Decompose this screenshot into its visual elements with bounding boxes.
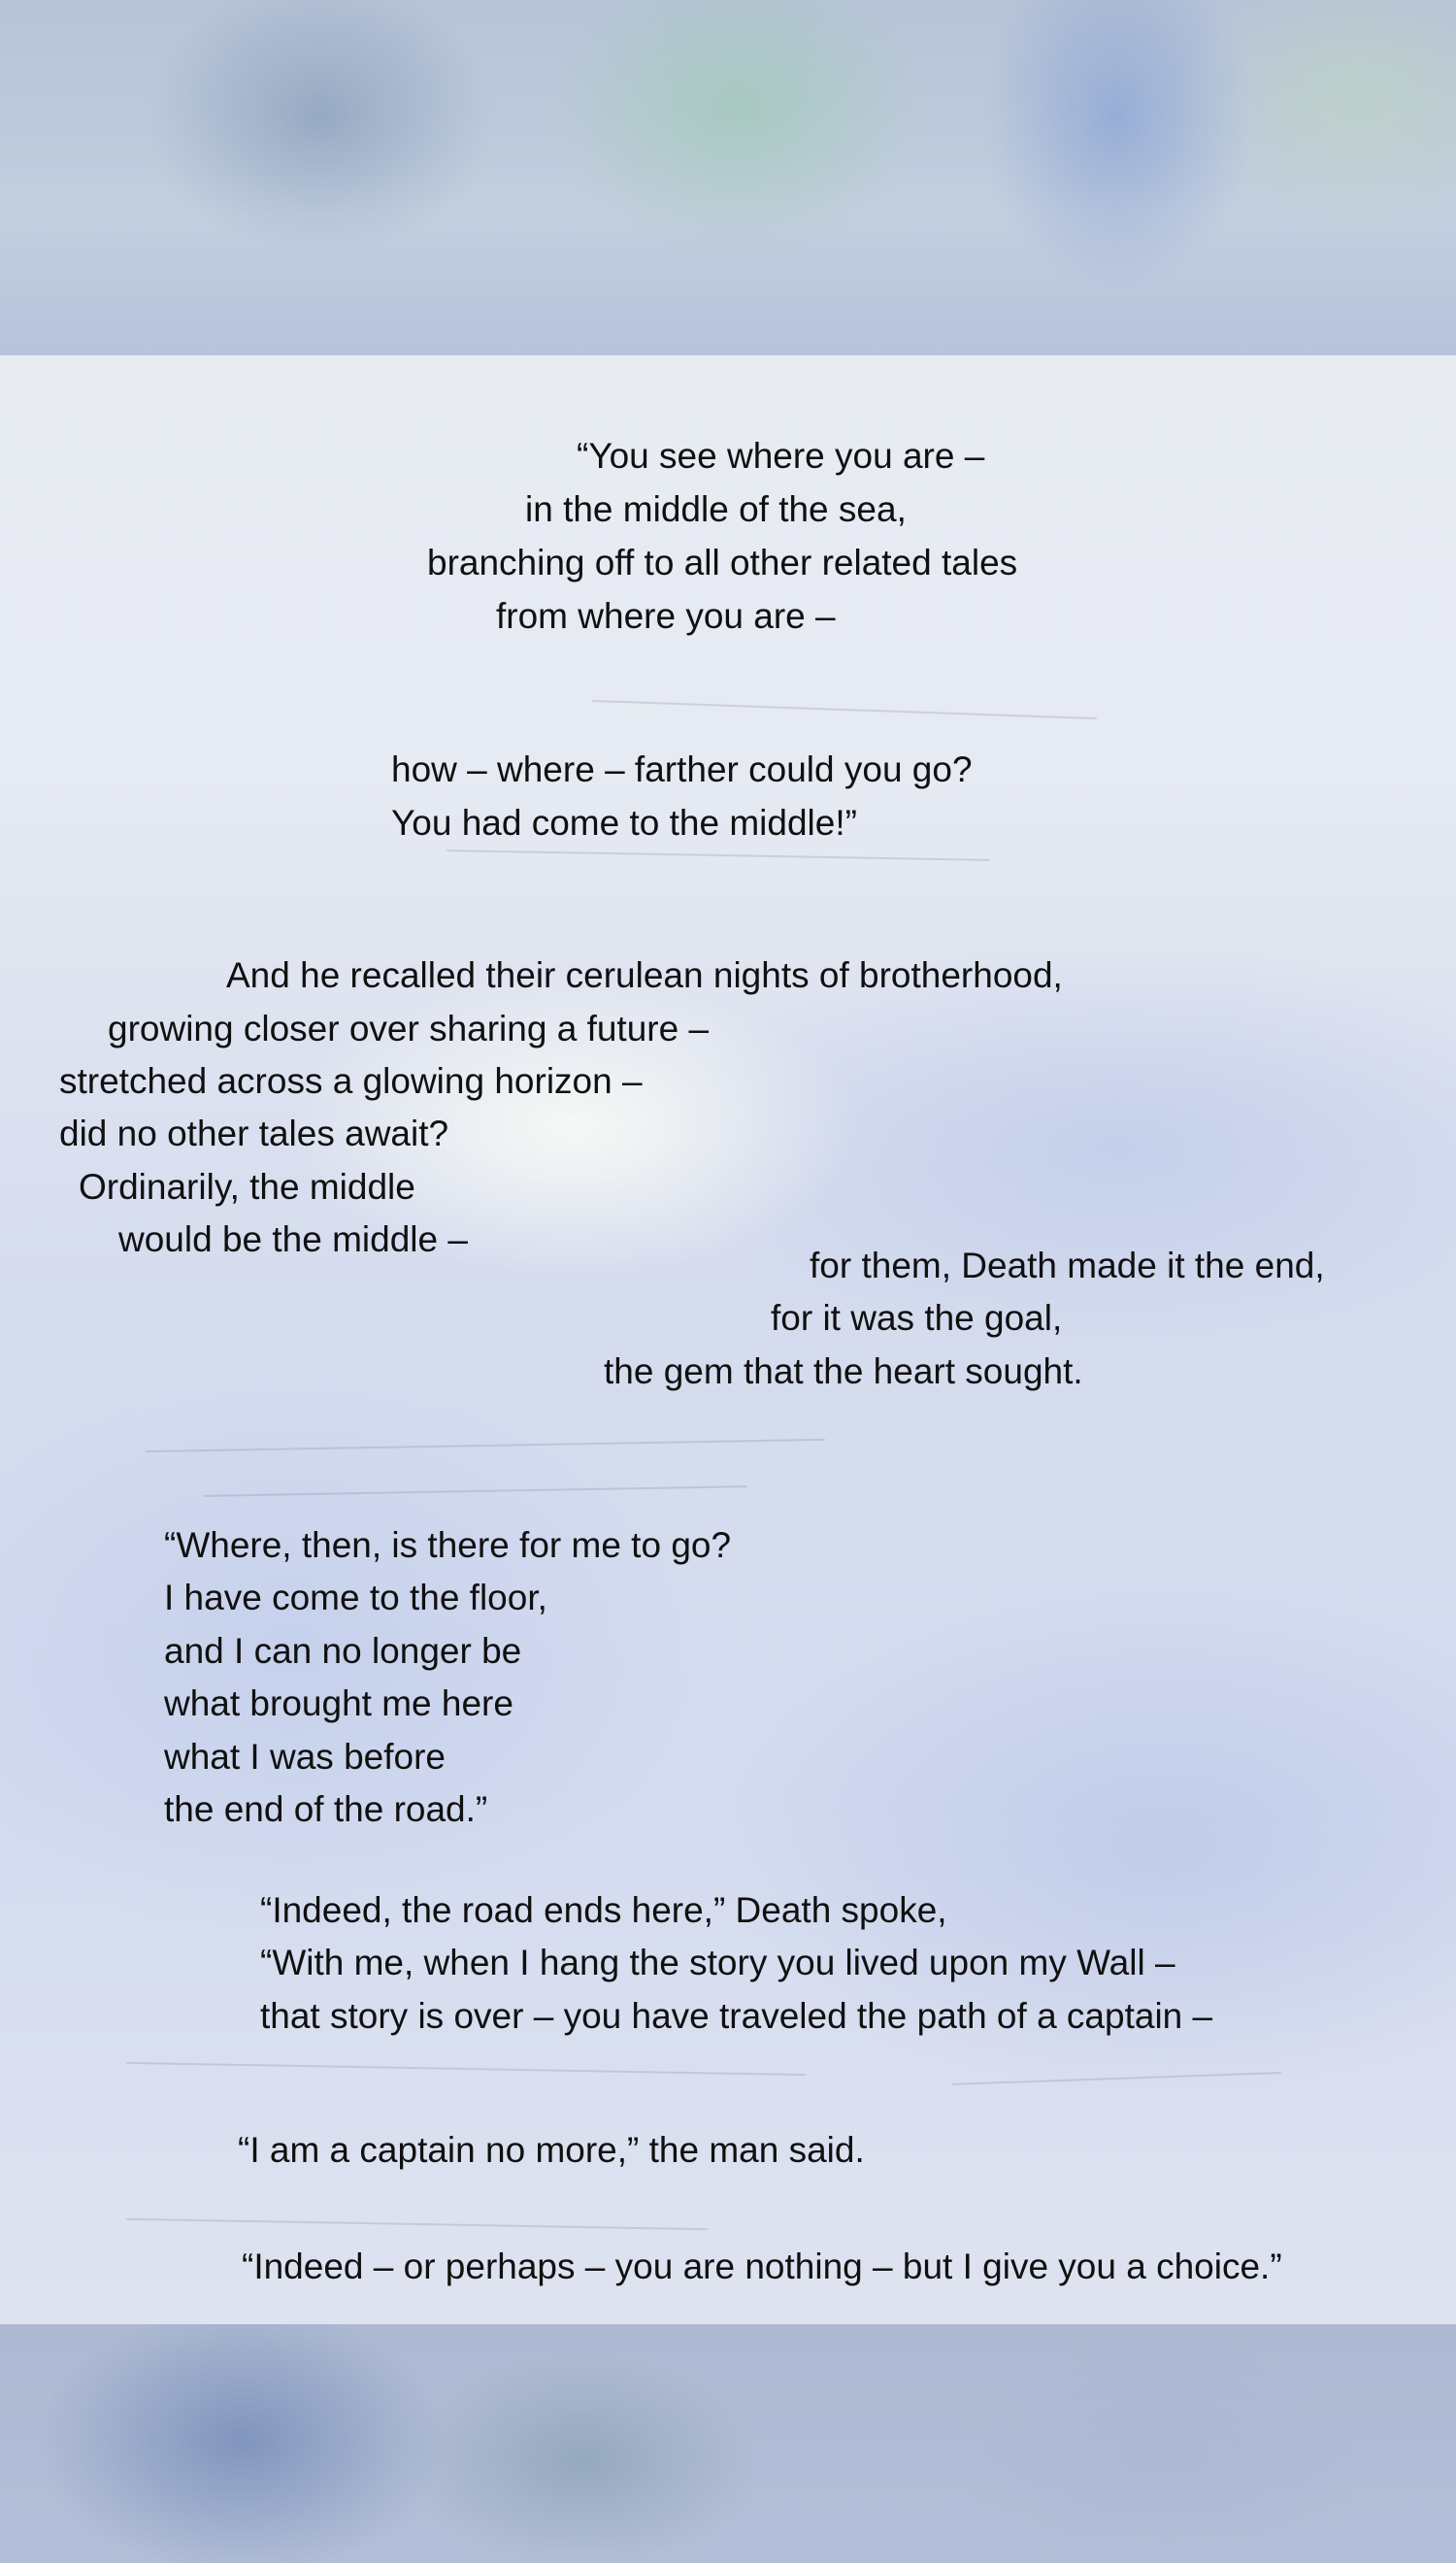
poem-line: Ordinarily, the middle bbox=[79, 1167, 415, 1207]
poem-line: the gem that the heart sought. bbox=[604, 1351, 1083, 1391]
poem-line: growing closer over sharing a future – bbox=[108, 1009, 710, 1048]
poem-line: branching off to all other related tales bbox=[427, 543, 1018, 582]
pencil-sketch-stroke bbox=[126, 2218, 709, 2230]
poem-line: “With me, when I hang the story you lived upon my Wall – bbox=[260, 1943, 1175, 1982]
poem-line: and I can no longer be bbox=[164, 1631, 522, 1671]
poem-line: for it was the goal, bbox=[771, 1298, 1063, 1338]
poem-line: did no other tales await? bbox=[59, 1114, 449, 1153]
poem-line: that story is over – you have traveled the path of a captain – bbox=[260, 1996, 1213, 2036]
pencil-sketch-stroke bbox=[951, 2072, 1281, 2085]
poem-line: And he recalled their cerulean nights of brotherhood, bbox=[226, 955, 1063, 995]
poem-line: “Indeed, the road ends here,” Death spoke, bbox=[260, 1890, 947, 1930]
pencil-sketch-stroke bbox=[126, 2062, 806, 2076]
poem-line: “Indeed – or perhaps – you are nothing – but I give you a choice.” bbox=[242, 2247, 1282, 2286]
poem-line: “I am a captain no more,” the man said. bbox=[238, 2130, 865, 2170]
poem-line: I have come to the floor, bbox=[164, 1578, 547, 1617]
pencil-sketch-stroke bbox=[146, 1439, 825, 1452]
poem-line: the end of the road.” bbox=[164, 1789, 488, 1829]
poem-line: what brought me here bbox=[164, 1683, 513, 1723]
top-illustration-band bbox=[0, 0, 1456, 355]
pencil-sketch-stroke bbox=[204, 1485, 747, 1497]
poem-line: in the middle of the sea, bbox=[525, 489, 907, 529]
poem-line: for them, Death made it the end, bbox=[810, 1246, 1325, 1285]
poem-line: “Where, then, is there for me to go? bbox=[164, 1525, 732, 1565]
poem-line: stretched across a glowing horizon – bbox=[59, 1061, 643, 1101]
poem-line: from where you are – bbox=[496, 596, 836, 636]
poem-line: You had come to the middle!” bbox=[391, 803, 857, 843]
poem-line: “You see where you are – bbox=[577, 436, 985, 476]
poem-line: would be the middle – bbox=[118, 1219, 468, 1259]
poem-line: what I was before bbox=[164, 1737, 446, 1777]
poem-line: how – where – farther could you go? bbox=[391, 749, 973, 789]
bottom-illustration-band bbox=[0, 2324, 1456, 2563]
pencil-sketch-stroke bbox=[592, 700, 1097, 719]
pencil-sketch-stroke bbox=[447, 849, 990, 861]
